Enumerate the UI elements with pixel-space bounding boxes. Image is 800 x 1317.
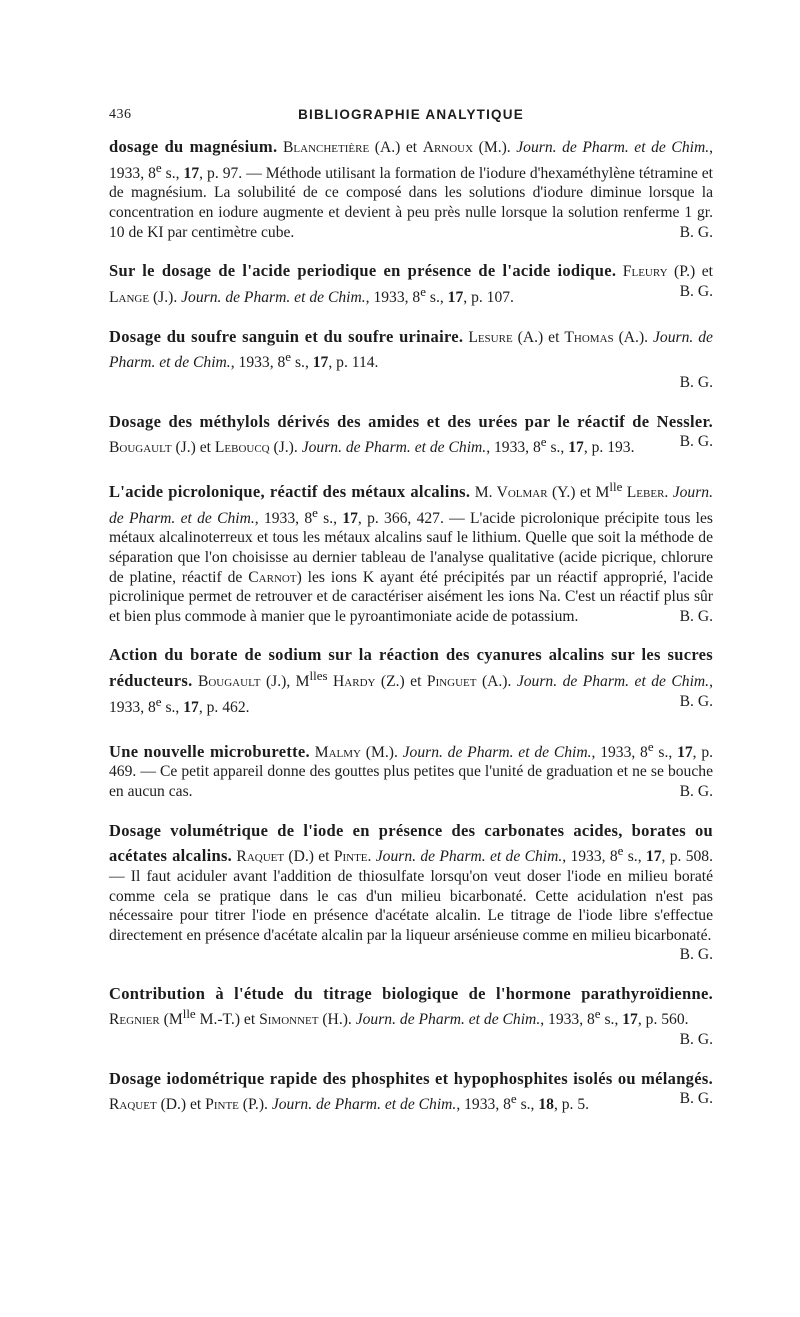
series-sup: e (285, 349, 292, 365)
author: Pinte (205, 1096, 239, 1114)
volume: 17 (183, 164, 200, 182)
journal-series: s., (546, 439, 569, 457)
series-sup: e (617, 843, 624, 859)
author: Raquet (236, 848, 285, 866)
author: Regnier (109, 1011, 160, 1029)
entry-title: Une nouvelle microburette. (109, 741, 310, 761)
page-ref: , p. 462. (198, 698, 250, 716)
bibliography-entry (109, 821, 713, 965)
journal-series: s., (317, 509, 343, 527)
reviewer-initials: B. G. (679, 607, 713, 625)
series-sup: e (155, 693, 162, 709)
page-ref: , p. 5. (553, 1096, 590, 1114)
author-initial: (Y.) et M (547, 484, 610, 502)
journal-year: , 1933, 8 (109, 673, 713, 716)
running-title: BIBLIOGRAPHIE ANALYTIQUE (298, 107, 524, 122)
volume: 17 (622, 1011, 638, 1029)
volume: 17 (645, 848, 662, 866)
journal-series: s., (623, 848, 646, 866)
author: Thomas (564, 328, 614, 346)
author-initial: . (664, 484, 673, 502)
author-initial: (J.). (269, 439, 302, 457)
author-initial: M.-T.) et (195, 1011, 260, 1029)
author-initial: (Z.) et (375, 673, 427, 691)
title-sup: lles (309, 668, 328, 683)
entry-title: Dosage volumétrique de l'iode en présence des carbonates acides, borates ou acétates alcalins. (109, 820, 713, 866)
author: Malmy (314, 743, 362, 761)
bibliography-entry (109, 737, 713, 802)
author-initial: (M (159, 1011, 183, 1029)
journal-name: Journ. de Pharm. et de Chim. (181, 288, 366, 306)
series-sup: e (155, 159, 162, 175)
volume: 17 (312, 354, 329, 372)
author: Raquet (109, 1096, 157, 1114)
document-page (109, 105, 713, 1134)
author: Hardy (327, 673, 376, 691)
volume: 17 (677, 743, 693, 761)
bibliography-entry (109, 412, 713, 458)
journal-series: s., (161, 164, 184, 182)
author: Lange (109, 288, 150, 306)
journal-name: Journ. de Pharm. et de Chim. (109, 328, 713, 372)
title-sup: lle (182, 1006, 196, 1022)
journal-name: Journ. de Pharm. et de Chim. (516, 673, 710, 691)
entry-summary: — Méthode utilisant la formation de l'iodure d'hexaméthylène tétramine et de magnésium. La solubilité de ce composé dans les solutions d'iodure diminue lorsque la concentration en iodure augmente et devient à peu près nulle lorsque la solution renferme 1 gr. 10 de KI par centimètre cube. (109, 164, 713, 241)
author-initial: (J.) et (171, 439, 215, 457)
entry-title: Dosage des méthylols dérivés des amides et des urées par le réactif de Nessler. (109, 411, 713, 431)
page-ref: , p. 366, 427. (357, 509, 444, 527)
author: Blanchetière (283, 139, 370, 156)
reviewer-initials: B. G. (679, 692, 713, 710)
reviewer-initials: B. G. (679, 282, 713, 300)
entry-title: Sur le dosage de l'acide periodique en présence de l'acide iodique. (109, 261, 617, 281)
journal-name: Journ. de Pharm. et de Chim. (301, 439, 487, 457)
bibliography-entry (109, 645, 713, 717)
journal-year: , 1933, 8 (230, 354, 286, 372)
author: Fleury (622, 263, 668, 281)
entry-summary: — Il faut aciduler avant l'addition de thiosulfate lorsqu'on veut doser l'iode en milieu boraté comme cela se pratique dans le cas d'un milieu bicarbonaté. Cette acidulation n'est pas nécessaire pour titrer l'iode en présence d'acétate alcalin. Le titrage de l'iode libre s'effectue directement en présence d'acétate alcalin par la liqueur arsénieuse comme en milieu bicarbonaté. (109, 867, 713, 944)
entry-summary: — L'acide picrolonique précipite tous les métaux alcalinoterreux et tous les métaux alcalins sauf le lithium. Quelle que soit la méthode de séparation que l'on choisisse au dernier tableau de l'analyse qualitative (acide picrique, chlorure de platine, réactif de (109, 509, 713, 586)
journal-year: , 1933, 8 (486, 439, 541, 457)
author: Simonnet (259, 1011, 319, 1029)
journal-year: , 1933, 8 (540, 1011, 595, 1029)
volume: 17 (447, 288, 464, 306)
entry-title: dosage du magnésium. (109, 137, 278, 156)
author: Arnoux (422, 139, 474, 156)
entry-title: L'acide picrolonique, réactif des métaux alcalins. (109, 482, 471, 502)
journal-name: Journ. de Pharm. et de Chim. (516, 139, 710, 156)
author: Bougault (109, 439, 172, 457)
entry-title: Dosage iodométrique rapide des phosphites et hypophosphites isolés ou mélangés. (109, 1068, 713, 1088)
author: Pinguet (426, 673, 477, 691)
author-initial: (J.), M (260, 673, 310, 691)
journal-name: Journ. de Pharm. et de Chim. (109, 484, 713, 527)
author-initial: (A.) et (512, 328, 565, 346)
author: Pinte (333, 848, 368, 866)
journal-name: Journ. de Pharm. et de Chim. (375, 848, 563, 866)
bibliography-entry (109, 261, 713, 307)
author-initial: (D.) et (284, 848, 334, 866)
author: Bougault (197, 673, 261, 691)
journal-series: s., (291, 354, 313, 372)
author-initial: (D.) et (156, 1096, 206, 1114)
volume: 17 (183, 698, 199, 716)
journal-year: , 1933, 8 (591, 743, 648, 761)
author: Carnot (248, 568, 297, 586)
entry-summary: — Ce petit appareil donne des gouttes plus petites que l'unité de graduation et ne se bouche en aucun cas. (109, 763, 713, 800)
page-header (109, 105, 713, 127)
reviewer-initials: B. G. (679, 1090, 713, 1108)
volume: 17 (568, 439, 584, 457)
page-number: 436 (109, 107, 132, 122)
author-initial: (P.) et (667, 263, 713, 281)
series-sup: e (647, 738, 654, 754)
reviewer-initials: B. G. (679, 946, 713, 964)
entry-title: Action du borate de sodium sur la réaction des cyanures alcalins sur les sucres réducteurs. (109, 645, 713, 691)
author-initial: (A.). (476, 673, 517, 691)
author-initial: (P.). (238, 1096, 272, 1114)
journal-year: , 1933, 8 (254, 509, 313, 527)
journal-name: Journ. de Pharm. et de Chim. (402, 743, 592, 761)
series-sup: e (540, 434, 547, 450)
series-sup: e (420, 283, 426, 299)
journal-series: s., (600, 1011, 623, 1029)
author-initial: (M.). (478, 139, 517, 156)
journal-year: , 1933, 8 (562, 848, 618, 866)
journal-name: Journ. de Pharm. et de Chim. (271, 1096, 457, 1114)
journal-series: s., (161, 698, 184, 716)
author-initial: . (367, 848, 376, 866)
journal-name: Journ. de Pharm. et de Chim. (355, 1011, 541, 1029)
author-initial: (M.). (361, 743, 403, 761)
page-ref: , p. 114. (328, 354, 379, 372)
entry-summary: ) les ions K ayant été précipités par un réactif approprié, l'acide picrolinique permet de retrouver et de caractériser aisément les ions Na. C'est un réactif plus sûr et bien plus commode à manier que le pyroantimoniate acide de potassium. (109, 568, 713, 625)
reviewer-initials: B. G. (679, 782, 713, 800)
series-sup: e (510, 1091, 517, 1107)
series-sup: e (312, 504, 318, 520)
author: M. Volmar (474, 484, 548, 502)
author-initial: (A.). (613, 328, 654, 346)
title-sup: lle (609, 478, 623, 494)
journal-series: s., (516, 1096, 539, 1114)
reviewer-initials: B. G. (679, 1031, 713, 1049)
page-ref: , p. 107. (463, 288, 514, 306)
bibliography-entry (109, 137, 713, 242)
author: Leboucq (214, 439, 270, 457)
reviewer-initials: B. G. (679, 373, 713, 391)
volume: 17 (342, 509, 358, 527)
page-ref: , p. 469. (109, 743, 714, 781)
author-initial: (A.) et (374, 139, 423, 156)
entry-title: Dosage du soufre sanguin et du soufre urinaire. (109, 326, 464, 346)
author: Lesure (468, 328, 513, 346)
bibliography-entry (109, 327, 713, 393)
author-initial: (J.). (149, 288, 182, 306)
entry-title: Contribution à l'étude du titrage biologique de l'hormone parathyroïdienne. (109, 983, 713, 1003)
bibliography-entry (109, 984, 713, 1050)
author: Leber (622, 484, 665, 502)
journal-year: , 1933, 8 (456, 1096, 511, 1114)
journal-year: , 1933, 8 (109, 139, 714, 182)
journal-year: , 1933, 8 (365, 288, 421, 306)
bibliography-entry (109, 1069, 713, 1115)
journal-series: s., (426, 288, 448, 306)
page-ref: , p. 193. (583, 439, 635, 457)
page-ref: , p. 508. (661, 848, 714, 866)
page-ref: , p. 560. (637, 1011, 689, 1029)
volume: 18 (538, 1096, 554, 1114)
page-ref: , p. 97. (199, 164, 243, 182)
author-initial: (H.). (318, 1011, 356, 1029)
bibliography-entry (109, 477, 713, 627)
reviewer-initials: B. G. (679, 223, 713, 241)
journal-series: s., (653, 743, 678, 761)
series-sup: e (594, 1006, 601, 1022)
reviewer-initials: B. G. (679, 433, 713, 451)
